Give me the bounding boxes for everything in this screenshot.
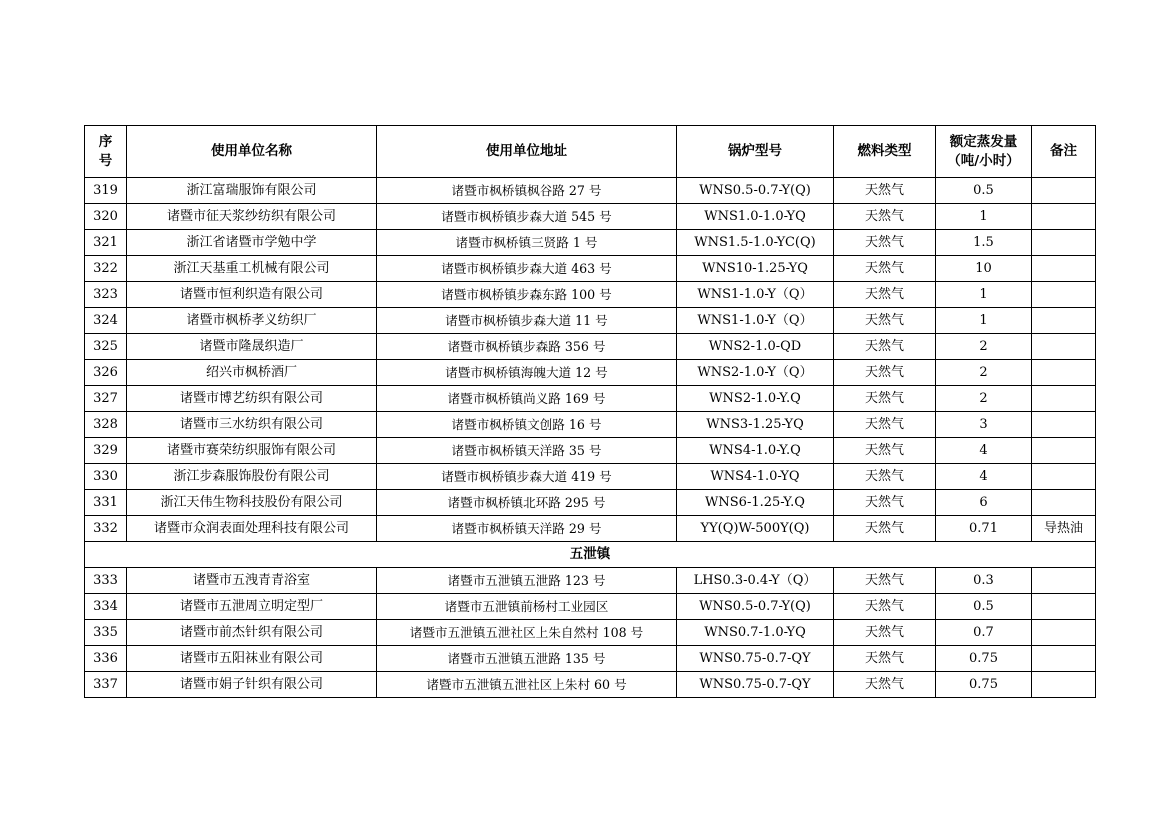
cell-boiler-model: WNS4-1.0-Y.Q (677, 438, 834, 464)
cell-boiler-model: WNS1.0-1.0-YQ (677, 204, 834, 230)
cell-boiler-model: WNS2-1.0-Y.Q (677, 386, 834, 412)
cell-fuel-type: 天然气 (834, 360, 936, 386)
cell-remark (1032, 204, 1096, 230)
cell-rated-capacity: 2 (936, 386, 1032, 412)
header-address: 使用单位地址 (377, 126, 677, 178)
cell-seq: 328 (85, 412, 127, 438)
cell-seq: 337 (85, 672, 127, 698)
cell-unit-name: 诸暨市前杰针织有限公司 (127, 620, 377, 646)
cell-unit-name: 诸暨市赛荣纺织服饰有限公司 (127, 438, 377, 464)
table-row (85, 386, 1096, 412)
table-row (85, 230, 1096, 256)
cell-fuel-type: 天然气 (834, 178, 936, 204)
cell-rated-capacity: 1 (936, 204, 1032, 230)
cell-rated-capacity: 0.5 (936, 594, 1032, 620)
cell-address: 诸暨市枫桥镇步森大道 11 号 (377, 308, 677, 334)
header-seq-bottom: 号 (98, 152, 113, 169)
cell-address: 诸暨市五泄镇五泄社区上朱村 60 号 (377, 672, 677, 698)
cell-boiler-model: WNS1-1.0-Y（Q） (677, 308, 834, 334)
cell-remark (1032, 334, 1096, 360)
cell-rated-capacity: 1 (936, 282, 1032, 308)
cell-address: 诸暨市枫桥镇三贤路 1 号 (377, 230, 677, 256)
cell-fuel-type: 天然气 (834, 672, 936, 698)
section-title: 五泄镇 (85, 542, 1096, 568)
table-row (85, 412, 1096, 438)
cell-boiler-model: WNS1.5-1.0-YC(Q) (677, 230, 834, 256)
cell-boiler-model: WNS4-1.0-YQ (677, 464, 834, 490)
boiler-registry-table (84, 125, 1096, 698)
cell-remark (1032, 282, 1096, 308)
cell-seq: 324 (85, 308, 127, 334)
header-remark: 备注 (1032, 126, 1096, 178)
cell-seq: 326 (85, 360, 127, 386)
cell-seq: 336 (85, 646, 127, 672)
cell-rated-capacity: 3 (936, 412, 1032, 438)
cell-boiler-model: WNS6-1.25-Y.Q (677, 490, 834, 516)
cell-boiler-model: WNS0.5-0.7-Y(Q) (677, 594, 834, 620)
cell-address: 诸暨市五泄镇前杨村工业园区 (377, 594, 677, 620)
table-row (85, 672, 1096, 698)
table-row (85, 516, 1096, 542)
cell-seq: 329 (85, 438, 127, 464)
cell-fuel-type: 天然气 (834, 412, 936, 438)
cell-fuel-type: 天然气 (834, 620, 936, 646)
cell-seq: 335 (85, 620, 127, 646)
table-row (85, 490, 1096, 516)
table-row (85, 256, 1096, 282)
cell-seq: 320 (85, 204, 127, 230)
table-row (85, 646, 1096, 672)
section-row (85, 542, 1096, 568)
cell-rated-capacity: 2 (936, 360, 1032, 386)
cell-address: 诸暨市五泄镇五泄路 135 号 (377, 646, 677, 672)
table-row (85, 204, 1096, 230)
cell-unit-name: 浙江天伟生物科技股份有限公司 (127, 490, 377, 516)
cell-fuel-type: 天然气 (834, 490, 936, 516)
cell-boiler-model: WNS3-1.25-YQ (677, 412, 834, 438)
cell-remark (1032, 308, 1096, 334)
cell-fuel-type: 天然气 (834, 256, 936, 282)
cell-address: 诸暨市枫桥镇步森大道 463 号 (377, 256, 677, 282)
cell-remark (1032, 464, 1096, 490)
cell-unit-name: 浙江富瑞服饰有限公司 (127, 178, 377, 204)
cell-rated-capacity: 0.7 (936, 620, 1032, 646)
cell-rated-capacity: 2 (936, 334, 1032, 360)
cell-fuel-type: 天然气 (834, 646, 936, 672)
table-header (85, 126, 1096, 178)
cell-unit-name: 诸暨市隆晟织造厂 (127, 334, 377, 360)
table-row (85, 178, 1096, 204)
cell-seq: 332 (85, 516, 127, 542)
cell-address: 诸暨市枫桥镇步森大道 419 号 (377, 464, 677, 490)
cell-address: 诸暨市五泄镇五泄路 123 号 (377, 568, 677, 594)
cell-address: 诸暨市枫桥镇步森路 356 号 (377, 334, 677, 360)
table-row (85, 594, 1096, 620)
cell-fuel-type: 天然气 (834, 334, 936, 360)
cell-rated-capacity: 10 (936, 256, 1032, 282)
cell-seq: 327 (85, 386, 127, 412)
table-row (85, 308, 1096, 334)
cell-boiler-model: LHS0.3-0.4-Y（Q） (677, 568, 834, 594)
cell-unit-name: 诸暨市娟子针织有限公司 (127, 672, 377, 698)
cell-boiler-model: WNS1-1.0-Y（Q） (677, 282, 834, 308)
cell-seq: 334 (85, 594, 127, 620)
cell-unit-name: 诸暨市枫桥孝义纺织厂 (127, 308, 377, 334)
header-rated-capacity (936, 126, 1032, 178)
cell-fuel-type: 天然气 (834, 308, 936, 334)
table-row (85, 464, 1096, 490)
cell-remark (1032, 438, 1096, 464)
cell-seq: 333 (85, 568, 127, 594)
cell-address: 诸暨市枫桥镇天洋路 35 号 (377, 438, 677, 464)
cell-fuel-type: 天然气 (834, 204, 936, 230)
cell-address: 诸暨市枫桥镇北环路 295 号 (377, 490, 677, 516)
cell-remark (1032, 568, 1096, 594)
cell-boiler-model: WNS2-1.0-Y（Q） (677, 360, 834, 386)
cell-address: 诸暨市枫桥镇天洋路 29 号 (377, 516, 677, 542)
cell-unit-name: 诸暨市五洩青青浴室 (127, 568, 377, 594)
cell-boiler-model: WNS0.5-0.7-Y(Q) (677, 178, 834, 204)
cell-fuel-type: 天然气 (834, 438, 936, 464)
table-row (85, 438, 1096, 464)
cell-rated-capacity: 0.5 (936, 178, 1032, 204)
cell-address: 诸暨市枫桥镇海魄大道 12 号 (377, 360, 677, 386)
cell-boiler-model: WNS0.7-1.0-YQ (677, 620, 834, 646)
cell-boiler-model: YY(Q)W-500Y(Q) (677, 516, 834, 542)
cell-remark (1032, 360, 1096, 386)
cell-remark (1032, 412, 1096, 438)
cell-remark (1032, 490, 1096, 516)
header-unit-name: 使用单位名称 (127, 126, 377, 178)
cell-unit-name: 诸暨市五泄周立明定型厂 (127, 594, 377, 620)
cell-rated-capacity: 4 (936, 438, 1032, 464)
cell-rated-capacity: 1.5 (936, 230, 1032, 256)
cell-fuel-type: 天然气 (834, 516, 936, 542)
header-capacity-line2: （吨/小时） (947, 152, 1020, 169)
cell-rated-capacity: 0.71 (936, 516, 1032, 542)
cell-address: 诸暨市枫桥镇尚义路 169 号 (377, 386, 677, 412)
cell-boiler-model: WNS0.75-0.7-QY (677, 672, 834, 698)
header-seq-top: 序 (98, 133, 113, 150)
cell-rated-capacity: 0.3 (936, 568, 1032, 594)
cell-address: 诸暨市五泄镇五泄社区上朱自然村 108 号 (377, 620, 677, 646)
cell-unit-name: 诸暨市博艺纺织有限公司 (127, 386, 377, 412)
header-fuel-type: 燃料类型 (834, 126, 936, 178)
cell-seq: 331 (85, 490, 127, 516)
cell-rated-capacity: 0.75 (936, 672, 1032, 698)
cell-unit-name: 诸暨市五阳袜业有限公司 (127, 646, 377, 672)
cell-seq: 330 (85, 464, 127, 490)
table-row (85, 620, 1096, 646)
header-seq (85, 126, 127, 178)
cell-remark (1032, 386, 1096, 412)
cell-remark (1032, 178, 1096, 204)
cell-unit-name: 浙江天基重工机械有限公司 (127, 256, 377, 282)
table-row (85, 360, 1096, 386)
cell-unit-name: 诸暨市众润表面处理科技有限公司 (127, 516, 377, 542)
cell-unit-name: 浙江步森服饰股份有限公司 (127, 464, 377, 490)
cell-remark: 导热油 (1032, 516, 1096, 542)
cell-seq: 322 (85, 256, 127, 282)
header-capacity-line1: 额定蒸发量 (949, 133, 1018, 150)
cell-remark (1032, 230, 1096, 256)
cell-rated-capacity: 6 (936, 490, 1032, 516)
cell-unit-name: 浙江省诸暨市学勉中学 (127, 230, 377, 256)
cell-fuel-type: 天然气 (834, 568, 936, 594)
cell-rated-capacity: 0.75 (936, 646, 1032, 672)
cell-remark (1032, 646, 1096, 672)
cell-address: 诸暨市枫桥镇文创路 16 号 (377, 412, 677, 438)
header-row (85, 126, 1096, 178)
table-body (85, 178, 1096, 698)
table-row (85, 334, 1096, 360)
cell-seq: 321 (85, 230, 127, 256)
cell-remark (1032, 672, 1096, 698)
cell-rated-capacity: 1 (936, 308, 1032, 334)
table-row (85, 282, 1096, 308)
cell-seq: 323 (85, 282, 127, 308)
table-row (85, 568, 1096, 594)
cell-remark (1032, 256, 1096, 282)
cell-rated-capacity: 4 (936, 464, 1032, 490)
cell-remark (1032, 594, 1096, 620)
cell-address: 诸暨市枫桥镇枫谷路 27 号 (377, 178, 677, 204)
cell-fuel-type: 天然气 (834, 464, 936, 490)
cell-address: 诸暨市枫桥镇步森大道 545 号 (377, 204, 677, 230)
cell-fuel-type: 天然气 (834, 230, 936, 256)
cell-seq: 325 (85, 334, 127, 360)
cell-unit-name: 诸暨市征天浆纱纺织有限公司 (127, 204, 377, 230)
cell-seq: 319 (85, 178, 127, 204)
cell-remark (1032, 620, 1096, 646)
cell-fuel-type: 天然气 (834, 386, 936, 412)
header-boiler-model: 锅炉型号 (677, 126, 834, 178)
cell-unit-name: 诸暨市恒利织造有限公司 (127, 282, 377, 308)
cell-unit-name: 绍兴市枫桥酒厂 (127, 360, 377, 386)
cell-fuel-type: 天然气 (834, 594, 936, 620)
cell-address: 诸暨市枫桥镇步森东路 100 号 (377, 282, 677, 308)
cell-boiler-model: WNS2-1.0-QD (677, 334, 834, 360)
cell-boiler-model: WNS0.75-0.7-QY (677, 646, 834, 672)
cell-unit-name: 诸暨市三水纺织有限公司 (127, 412, 377, 438)
cell-fuel-type: 天然气 (834, 282, 936, 308)
cell-boiler-model: WNS10-1.25-YQ (677, 256, 834, 282)
